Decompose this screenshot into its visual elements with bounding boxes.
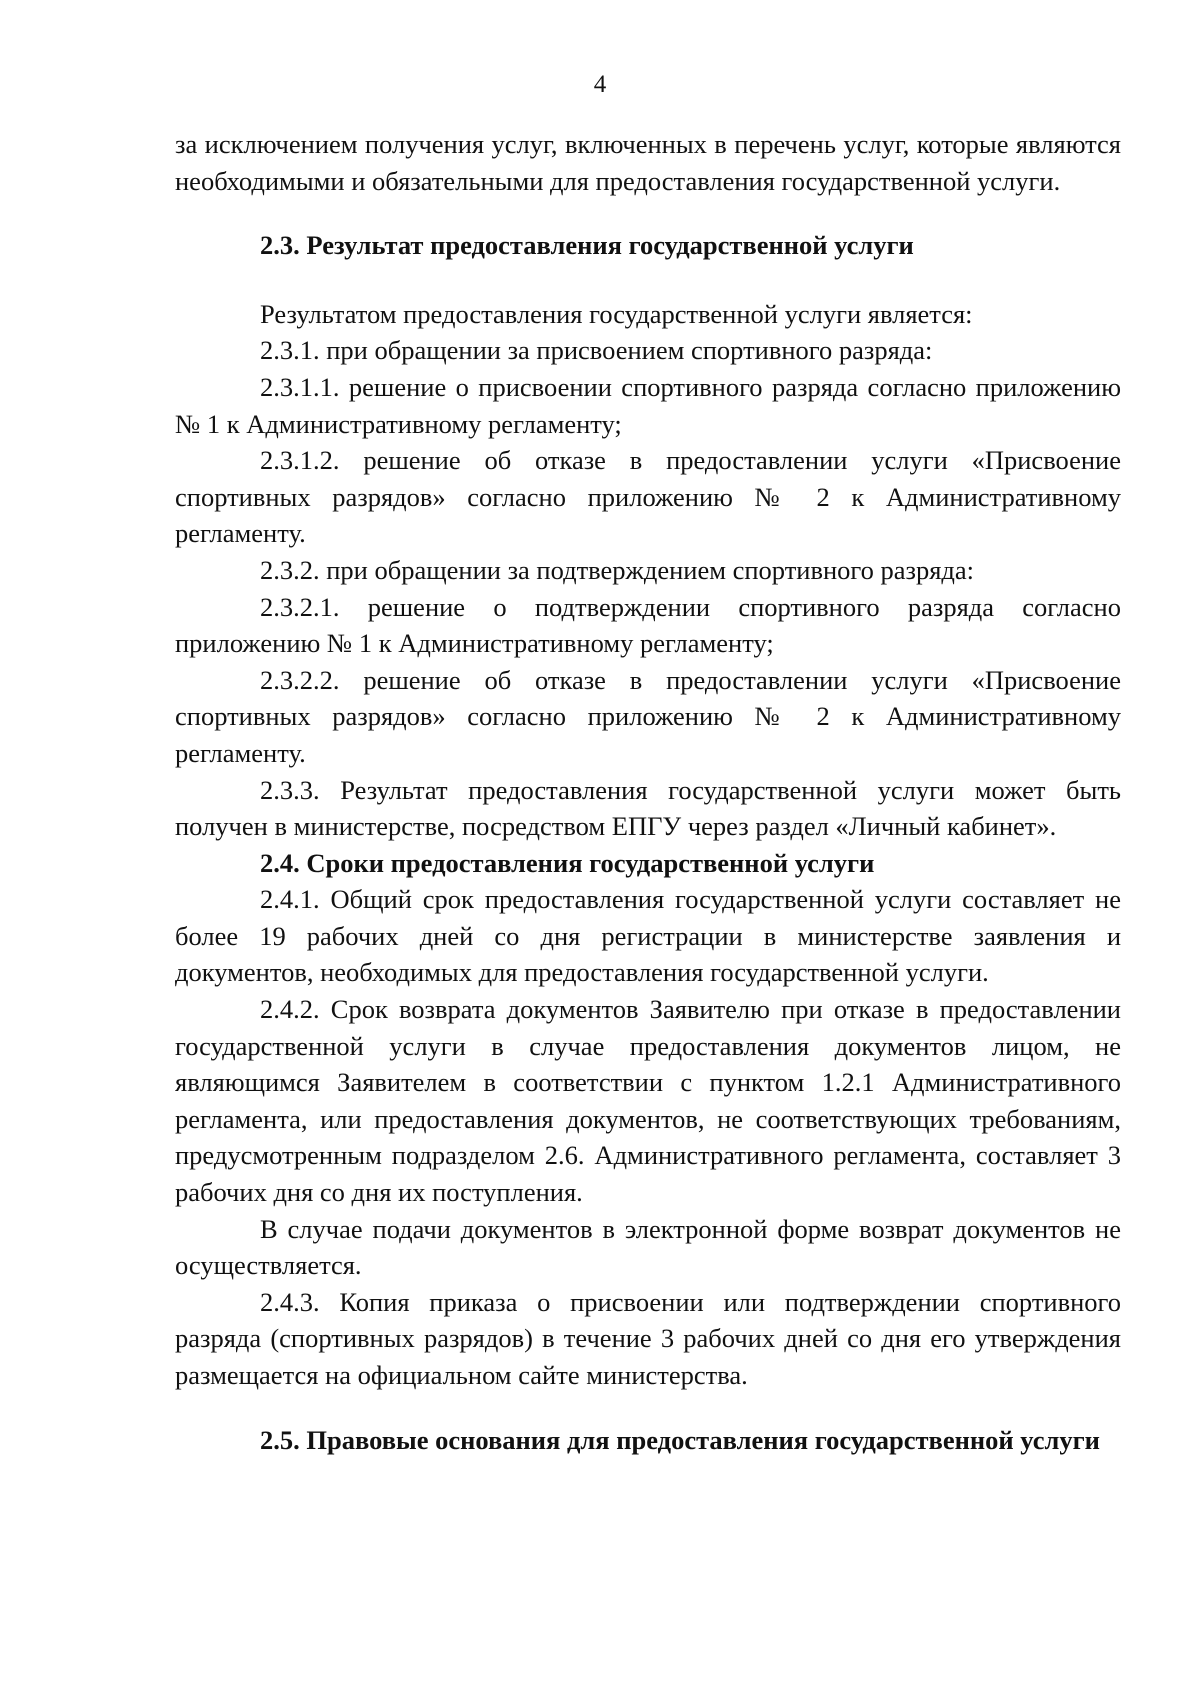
- page-number: 4: [593, 71, 607, 98]
- document-body: [175, 126, 1121, 1458]
- paragraph-2-3-1: 2.3.1. при обращении за присвоением спортивного разряда:: [260, 335, 933, 366]
- paragraph-2-3-3: 2.3.3. Результат предоставления государственной услуги может быть получен в министерстве, посредством ЕПГУ через раздел «Личный кабинет».: [175, 774, 1121, 842]
- paragraph-electronic-return: В случае подачи документов в электронной форме возврат документов не осуществляется.: [175, 1213, 1121, 1281]
- heading-2-5: 2.5. Правовые основания для предоставления государственной услуги: [260, 1424, 1100, 1455]
- paragraph-2-4-2: 2.4.2. Срок возврата документов Заявителю при отказе в предоставлении государственной услуги в случае предоставления документов лицом, не являющимся Заявителем в соответствии с пунктом 1.2.1 Административного регламента, или предоставления документов, не соответствующих требованиям, предусмотренным подразделом 2.6. Административного регламента, составляет 3 рабочих дня со дня их поступления.: [175, 994, 1121, 1208]
- paragraph-2-3-intro: Результатом предоставления государственной услуги является:: [260, 298, 973, 329]
- heading-2-4: 2.4. Сроки предоставления государственной услуги: [260, 847, 875, 878]
- paragraph-2-3-1-2: 2.3.1.2. решение об отказе в предоставлении услуги «Присвоение спортивных разрядов» согласно приложению № 2 к Административному регламенту.: [175, 445, 1121, 549]
- paragraph-2-3-2-2: 2.3.2.2. решение об отказе в предоставлении услуги «Присвоение спортивных разрядов» согласно приложению № 2 к Административному регламенту.: [175, 664, 1121, 768]
- paragraph-2-4-3: 2.4.3. Копия приказа о присвоении или подтверждении спортивного разряда (спортивных разрядов) в течение 3 рабочих дней со дня его утверждения размещается на официальном сайте министерства.: [175, 1286, 1121, 1390]
- paragraph-2-3-1-1: 2.3.1.1. решение о присвоении спортивного разряда согласно приложению № 1 к Административному регламенту;: [175, 371, 1121, 439]
- paragraph-2-3-2-1: 2.3.2.1. решение о подтверждении спортивного разряда согласно приложению № 1 к Административному регламенту;: [175, 591, 1121, 659]
- paragraph-continuation: за исключением получения услуг, включенных в перечень услуг, которые являются необходимыми и обязательными для предоставления государственной услуги.: [175, 129, 1121, 196]
- heading-2-3: 2.3. Результат предоставления государственной услуги: [260, 230, 914, 261]
- paragraph-2-3-2: 2.3.2. при обращении за подтверждением спортивного разряда:: [260, 554, 975, 585]
- paragraph-2-4-1: 2.4.1. Общий срок предоставления государственной услуги составляет не более 19 рабочих дней со дня регистрации в министерстве заявления и документов, необходимых для предоставления государственной услуги.: [175, 884, 1121, 988]
